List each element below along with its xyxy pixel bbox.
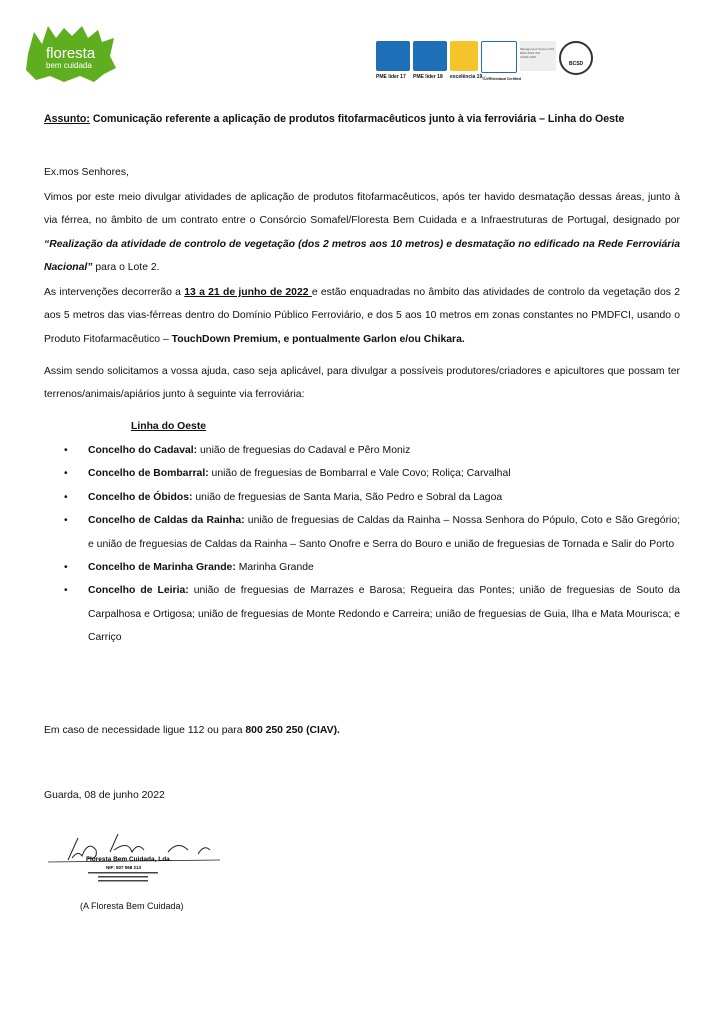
svg-text:NIF: 507 068 213: NIF: 507 068 213 bbox=[106, 865, 142, 870]
floresta-logo bbox=[24, 24, 116, 84]
iso-logo: Management System ISO 9001:2015 ISO 14001:2015 bbox=[520, 41, 556, 71]
paragraph-1: Vimos por este meio divulgar atividades de aplicação de produtos fitofarmacêuticos, após ter havido desmatação dessas áreas, junto à via férrea, no âmbito de um contrato entre o Consórcio Somafel/Floresta Bem Cuidada e a Infraestruturas de Portugal, designado por “Realização da atividade de controlo de vegetação (dos 2 metros aos 10 metros) e desmatação no edificado na Rede Ferroviária Nacional” para o Lote 2. bbox=[44, 192, 680, 274]
pme-lider-17-logo: PME líder 17 bbox=[376, 41, 410, 71]
emergency-contact: Em caso de necessidade ligue 112 ou para 800 250 250 (CIAV). bbox=[44, 725, 340, 736]
list-item: • Concelho de Marinha Grande: Marinha Grande bbox=[44, 556, 680, 579]
list-item: • Concelho de Caldas da Rainha: união de freguesias de Caldas da Rainha – Nossa Senhora do Pópulo, Coto e São Gregório; e união de freguesias de Caldas da Rainha – Santo Onofre e Serra do Bouro e união de freguesias de Tornada e Salir do Porto bbox=[44, 509, 680, 556]
greeting: Ex.mos Senhores, bbox=[44, 167, 129, 178]
signature-stamp bbox=[48, 830, 228, 890]
svg-text:floresta: floresta bbox=[46, 45, 96, 62]
list-item: • Concelho do Cadaval: união de freguesias do Cadaval e Pêro Moniz bbox=[44, 439, 680, 462]
certification-logos bbox=[376, 41, 593, 81]
svg-text:Floresta Bem Cuidada, Lda.: Floresta Bem Cuidada, Lda. bbox=[86, 856, 172, 863]
list-item: • Concelho de Bombarral: união de freguesias de Bombarral e Vale Covo; Roliça; Carvalhal bbox=[44, 462, 680, 485]
paragraph-2: As intervenções decorrerão a 13 a 21 de junho de 2022 e estão enquadradas no âmbito das atividades de controlo da vegetação dos 2 aos 5 metros das vias-férreas dentro do Domínio Público Ferroviário, e dos 5 aos 10 metros em zonas constantes no PMDFCI, usando o Produto Fitofarmacêutico – TouchDown Premium, e pontualmente Garlon e/ou Chikara. bbox=[44, 287, 680, 345]
concelhos-list bbox=[44, 439, 680, 650]
tuv-logo: TÜVRheinland Certified bbox=[481, 41, 517, 73]
signatory: (A Floresta Bem Cuidada) bbox=[80, 901, 184, 911]
pme-excelencia-logo: excelência 19 bbox=[450, 41, 478, 71]
subject-line: Assunto: Comunicação referente a aplicação de produtos fitofarmacêuticos junto à via ferroviária – Linha do Oeste bbox=[44, 113, 625, 125]
place-date: Guarda, 08 de junho 2022 bbox=[44, 790, 165, 801]
list-item: • Concelho de Óbidos: união de freguesias de Santa Maria, São Pedro e Sobral da Lagoa bbox=[44, 486, 680, 509]
pme-lider-18-logo: PME líder 18 bbox=[413, 41, 447, 71]
paragraph-3: Assim sendo solicitamos a vossa ajuda, caso seja aplicável, para divulgar a possíveis produtores/criadores e apicultores que possam ter terrenos/animais/apiários junto à seguinte via ferroviária: bbox=[44, 366, 680, 401]
bcsd-logo: BCSD bbox=[559, 41, 593, 75]
line-title: Linha do Oeste bbox=[131, 421, 207, 432]
svg-text:bem cuidada: bem cuidada bbox=[46, 61, 92, 70]
list-item: • Concelho de Leiria: união de freguesias de Marrazes e Barosa; Regueira das Pontes; união de freguesias de Souto da Carpalhosa e Ortigosa; união de freguesias de Monte Redondo e Carreira; união de freguesias de Guia, Ilha e Mata Mourisca; e Carriço bbox=[44, 579, 680, 649]
